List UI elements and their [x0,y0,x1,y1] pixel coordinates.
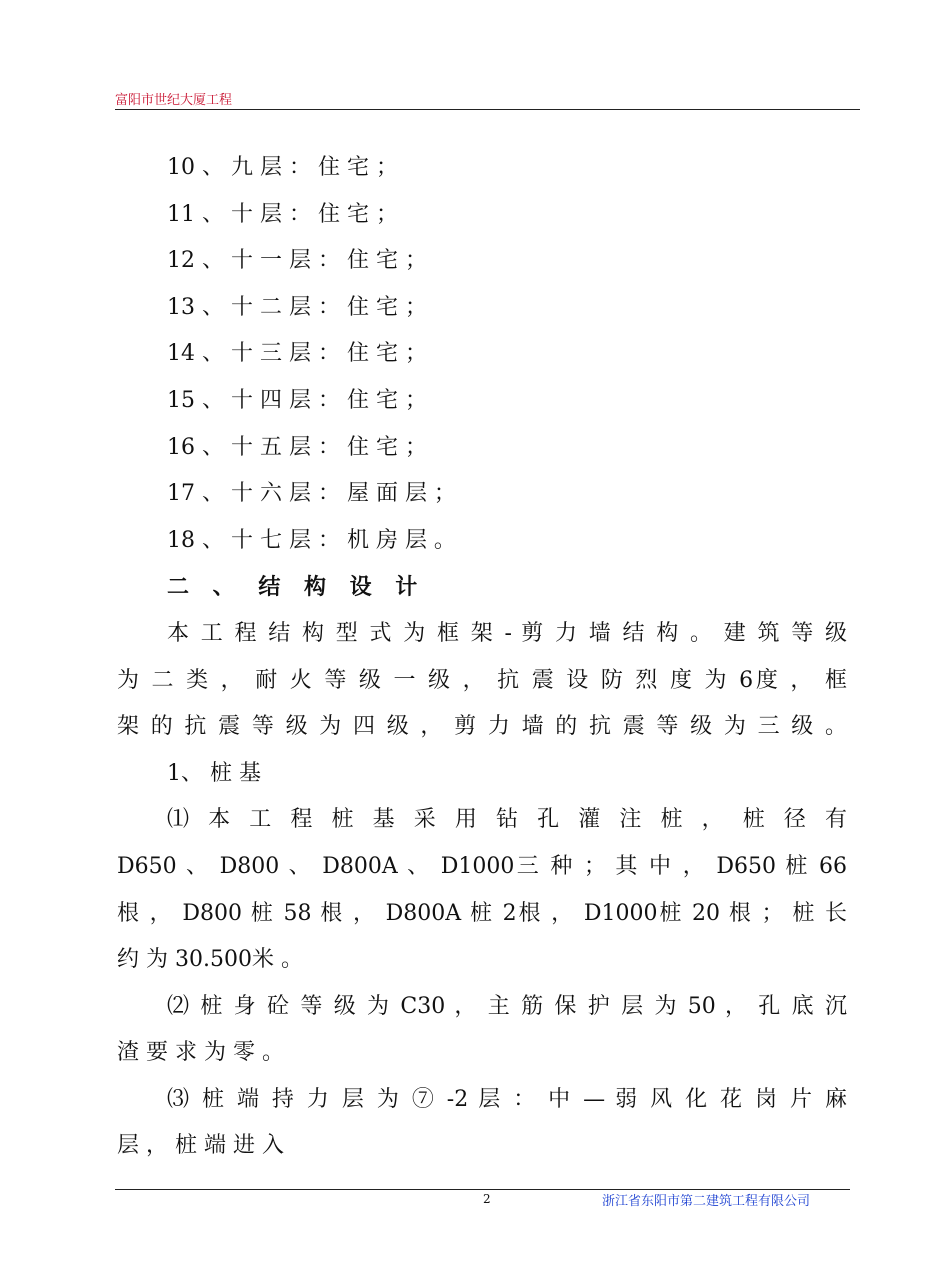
floor-item: 13 、 十 二 层 ： 住 宅 ； [167,294,427,320]
sub-heading: 1、 桩 基 [167,760,261,786]
paragraph-line: 层 ， 桩 端 进 入 [117,1133,284,1159]
paragraph-line: 根 ， D800 桩 58 根 ， D800A 桩 2根 ， D1000桩 20 根 ； 桩 长 [117,900,847,926]
floor-item: 16 、 十 五 层 ： 住 宅 ； [167,434,427,460]
paragraph-line: D650 、 D800 、 D800A 、 D1000三 种 ； 其 中 ， D650 桩 66 [117,853,847,879]
floor-item: 11 、 十 层 ： 住 宅 ； [167,201,398,227]
paragraph-line: 架 的 抗 震 等 级 为 四 级 ， 剪 力 墙 的 抗 震 等 级 为 三 级 。 [117,714,847,740]
header-title: 富阳市世纪大厦工程 [115,93,233,108]
floor-item: 14 、 十 三 层 ： 住 宅 ； [167,341,427,367]
floor-item: 18 、 十 七 层 ： 机 房 层 。 [167,527,456,553]
paragraph-line: ⑶ 桩 端 持 力 层 为 ⑦ -2 层 ： 中 — 弱 风 化 花 岗 片 麻 [167,1086,847,1112]
paragraph-line: ⑵ 桩 身 砼 等 级 为 C30 ， 主 筋 保 护 层 为 50 ， 孔 底 沉 [167,993,847,1019]
paragraph-line: 约 为 30.500米 。 [117,947,303,973]
floor-item: 17 、 十 六 层 ： 屋 面 层 ； [167,481,456,507]
paragraph-line: ⑴ 本 工 程 桩 基 采 用 钻 孔 灌 注 桩 ， 桩 径 有 [167,807,847,833]
floor-item: 10 、 九 层 ： 住 宅 ； [167,155,398,180]
paragraph-line: 为 二 类 ， 耐 火 等 级 一 级 ， 抗 震 设 防 烈 度 为 6度 ， 框 [117,667,847,693]
header-divider [115,109,860,110]
footer-company: 浙江省东阳市第二建筑工程有限公司 [602,1194,811,1209]
floor-item: 15 、 十 四 层 ： 住 宅 ； [167,387,427,413]
paragraph-line: 渣 要 求 为 零 。 [117,1040,284,1066]
floor-item: 12 、 十 一 层 ： 住 宅 ； [167,248,427,274]
section-heading: 二 、 结 构 设 计 [167,574,426,601]
paragraph-line: 本 工 程 结 构 型 式 为 框 架 - 剪 力 墙 结 构 。 建 筑 等 级 [167,620,847,646]
document-body [117,145,847,1170]
page-number: 2 [483,1192,491,1206]
